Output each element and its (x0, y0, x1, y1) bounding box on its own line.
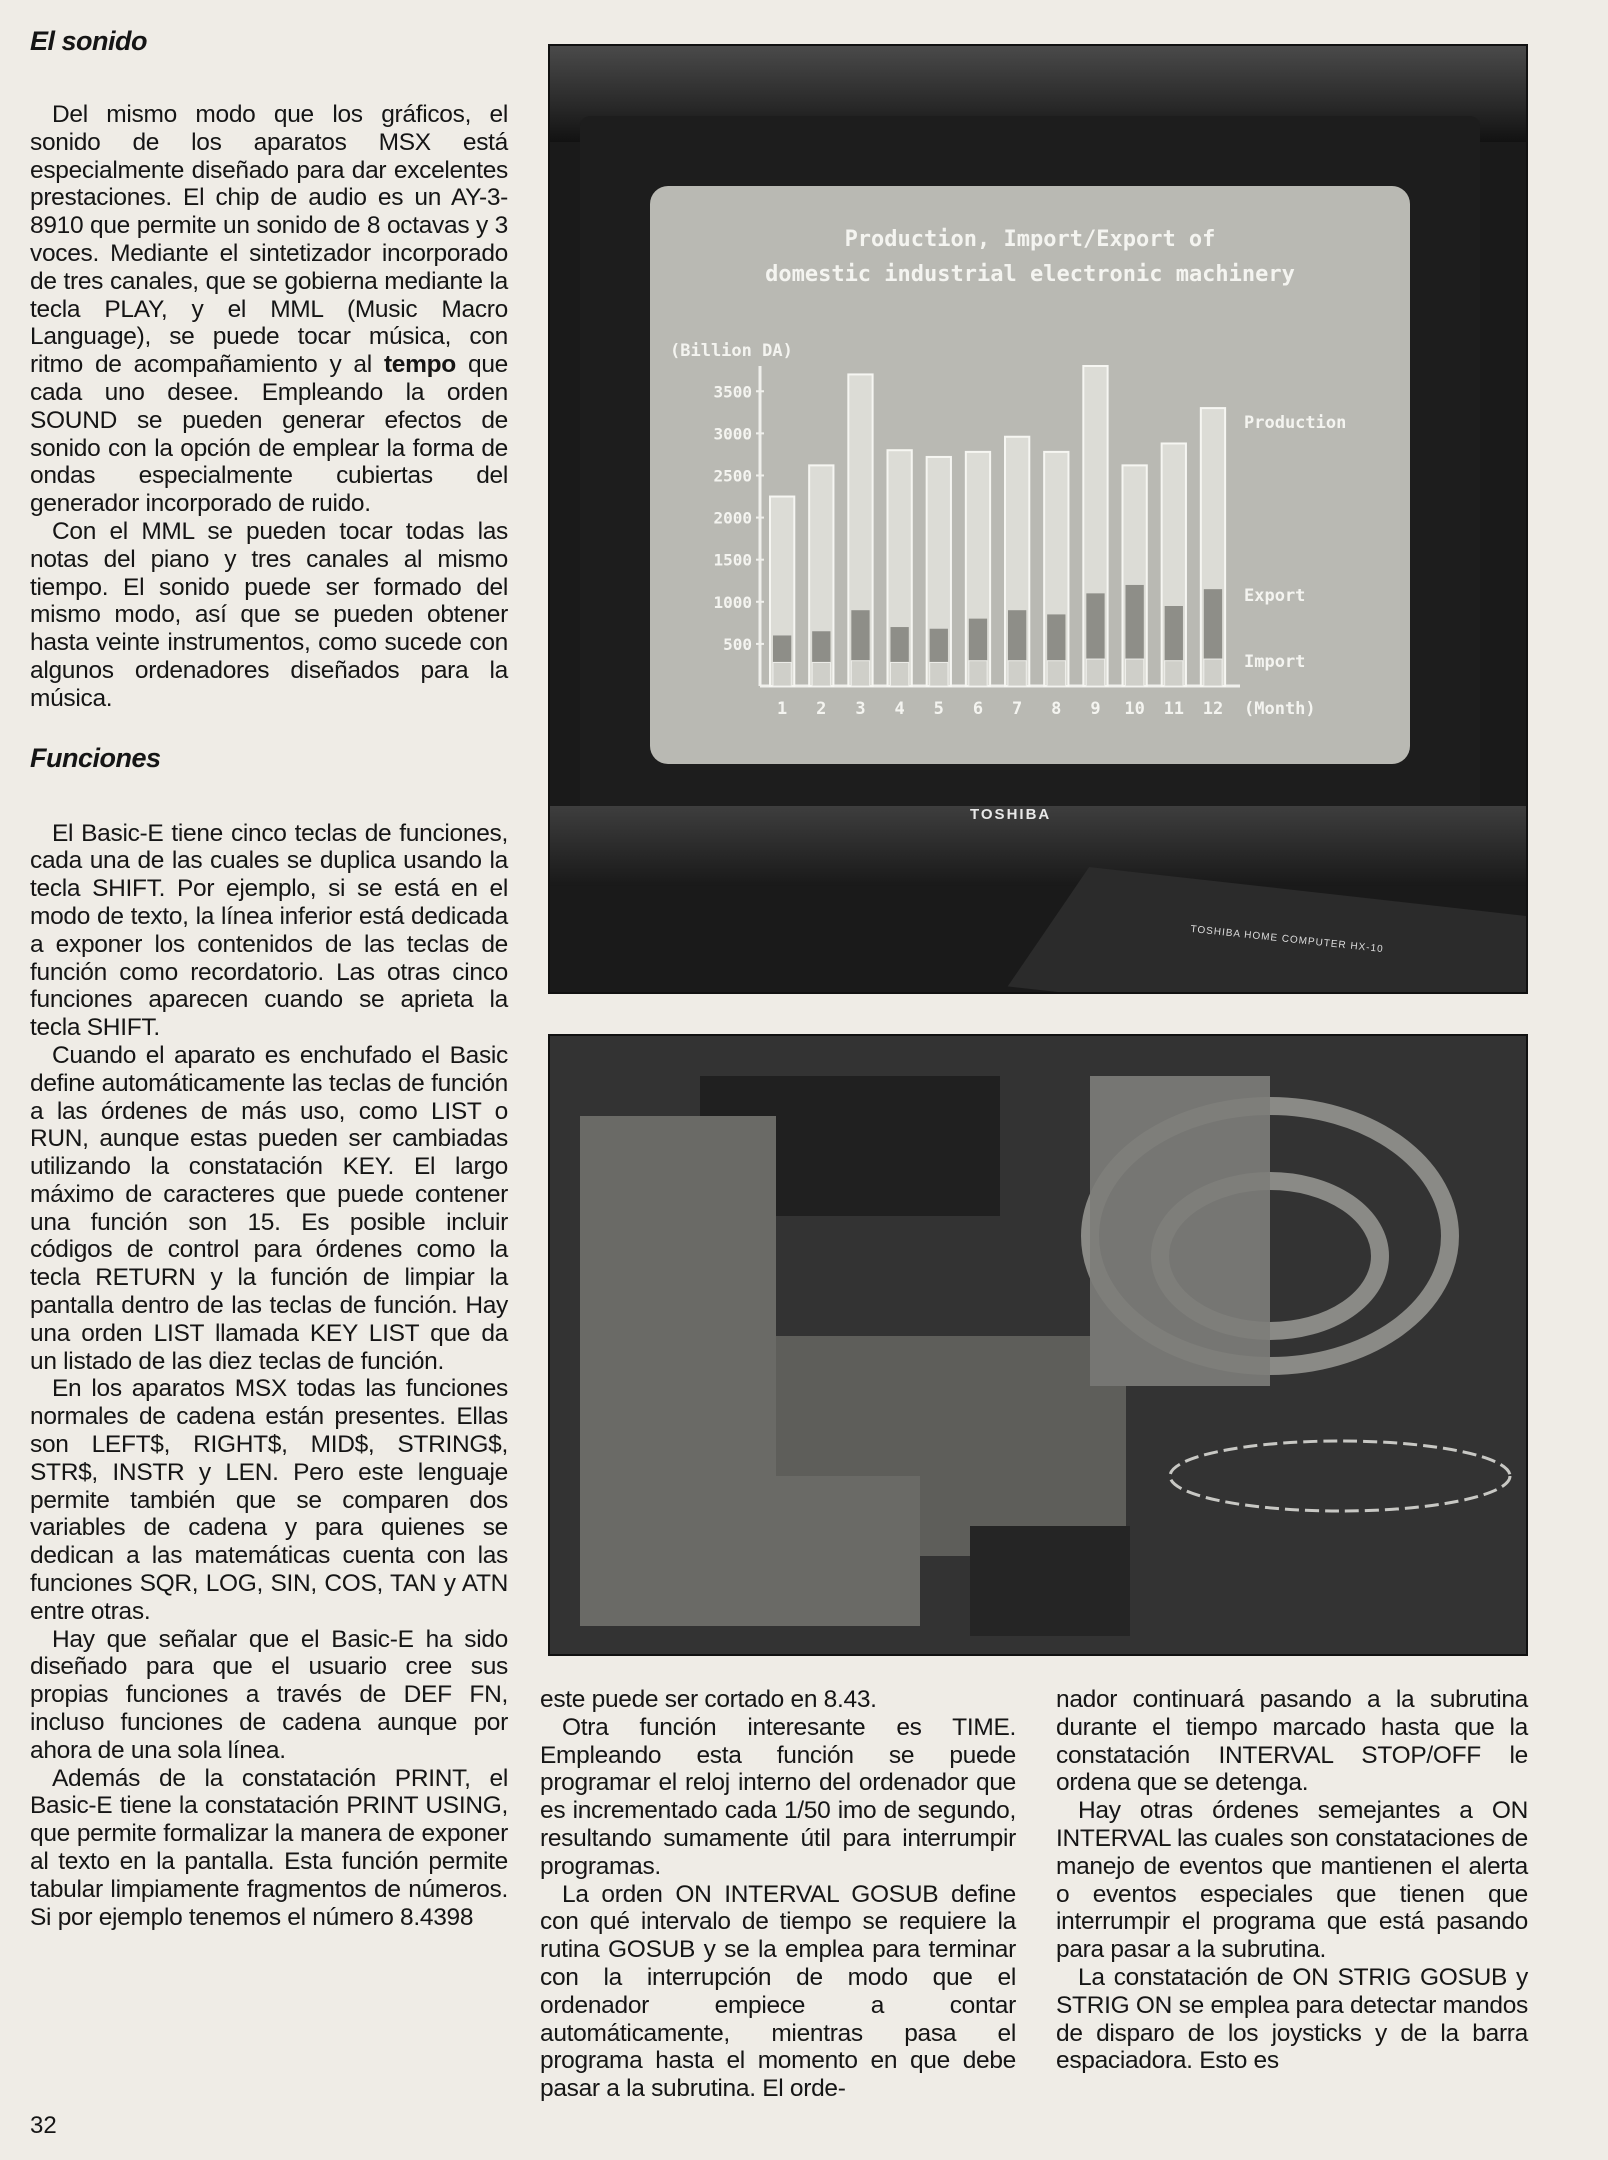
dark-square (970, 1526, 1130, 1636)
bar-import (1047, 661, 1065, 686)
paragraph: Cuando el aparato es enchufado el Basic define automáticamente las teclas de función a las órdenes de más uso, como LIST o RUN, aunque estas pueden ser cambiadas utilizando la constatación KEY. El largo máximo de caracteres que puede contener una función son 15. Es posible incluir códigos de control para órdenes como la tecla RETURN y la función de limpiar la pantalla dentro de las teclas de función. Hay una orden LIST llamada KEY LIST que da un listado de las diez teclas de función. (30, 1041, 508, 1375)
bar-import (1165, 661, 1183, 686)
bar-import (1086, 659, 1104, 686)
bar-import (969, 661, 987, 686)
paragraph: La orden ON INTERVAL GOSUB define con qué intervalo de tiempo se requiere la rutina GOSUB y se la emplea para terminar con la interrupción de modo que el ordenador empiece a contar automáticamente, mientras pasa el programa hasta el momento en que debe pasar a la subrutina. El orde- (540, 1880, 1016, 2103)
keyboard-label: TOSHIBA HOME COMPUTER HX-10 (1189, 923, 1385, 956)
y-tick-label: 1000 (713, 592, 752, 612)
left-column (30, 26, 508, 1931)
bar-import (1204, 659, 1222, 686)
x-tick-label: 10 (1124, 699, 1145, 719)
rectangle-overlay (1090, 1076, 1270, 1386)
y-tick-label: 3500 (713, 382, 752, 402)
x-tick-label: 4 (894, 699, 905, 719)
x-tick-label: 1 (777, 699, 788, 719)
y-tick-label: 2000 (713, 508, 752, 528)
y-tick-label: 2500 (713, 466, 752, 486)
paragraph: La constatación de ON STRIG GOSUB y STRIG ON se emplea para detectar mandos de disparo de los joysticks y de la barra espaciadora. Esto es (1056, 1963, 1528, 2075)
x-tick-label: 11 (1163, 699, 1185, 719)
graphics-screenshot (548, 1034, 1528, 1656)
paragraph: El Basic-E tiene cinco teclas de funciones, cada una de las cuales se duplica usando la tecla SHIFT. Por ejemplo, si se está en el modo de texto, la línea inferior está dedicada a exponer los contenidos de las teclas de función como recordatorio. Las otras cinco funciones aparecen cuando se aprieta la tecla SHIFT. (30, 819, 508, 1042)
monitor-photo (548, 44, 1528, 994)
chart-title-line2: domestic industrial electronic machinery (765, 262, 1295, 287)
paragraph-text: que cada uno desee. Empleando la orden SOUND se pueden generar efectos de sonido con la opción de emplear la forma de ondas especialmente cubiertas del generador incorporado de ruido. (30, 351, 508, 518)
gray-rectangle-bottom (700, 1476, 920, 1626)
y-tick-label: 1500 (713, 550, 752, 570)
bar-import (1126, 659, 1144, 686)
computer-keyboard (1008, 867, 1528, 994)
brand-label: TOSHIBA (970, 806, 1052, 823)
bar-import (930, 662, 948, 686)
section-heading-sound: El sonido (30, 26, 147, 56)
x-axis-label: (Month) (1244, 699, 1316, 719)
bar-import (851, 661, 869, 686)
x-tick-label: 3 (855, 699, 866, 719)
bar-chart (650, 186, 1410, 764)
x-tick-label: 9 (1090, 699, 1101, 719)
y-tick-label: 500 (723, 634, 752, 654)
right-column (1056, 1686, 1528, 2075)
paragraph: Además de la constatación PRINT, el Basic-E tiene la constatación PRINT USING, que permite formalizar la manera de exponer al texto en la pantalla. Esta función permite tabular limpiamente fragmentos de números. Si por ejemplo tenemos el número 8.4398 (30, 1764, 508, 1931)
paragraph (30, 101, 508, 518)
x-tick-label: 12 (1202, 699, 1224, 719)
y-axis-label: (Billion DA) (670, 341, 793, 361)
bar-import (773, 662, 791, 686)
page-number: 32 (30, 2112, 57, 2139)
x-tick-label: 7 (1012, 699, 1023, 719)
x-tick-label: 2 (816, 699, 827, 719)
paragraph: este puede ser cortado en 8.43. (540, 1686, 877, 1713)
x-tick-label: 8 (1051, 699, 1062, 719)
legend-label: Production (1244, 413, 1347, 434)
bar-import (1008, 661, 1026, 686)
paragraph: Hay que señalar que el Basic-E ha sido diseñado para que el usuario cree sus propias funciones a través de DEF FN, incluso funciones de cadena aunque por ahora de una sola línea. (30, 1625, 508, 1764)
paragraph-text: Del mismo modo que los gráficos, el sonido de los aparatos MSX está especialmente diseñado para dar excelentes prestaciones. El chip de audio es un AY-3-8910 que permite un sonido de 8 octavas y 3 voces. Mediante el sintetizador incorporado de tres canales, que se gobierna mediante la tecla PLAY, y el MML (Music Macro Language), se puede tocar música, con ritmo de acompañamiento y al (30, 101, 508, 379)
chart-title-line1: Production, Import/Export of (844, 227, 1216, 252)
bar-import (812, 662, 830, 686)
section-heading-functions: Funciones (30, 742, 161, 773)
paragraph: nador continuará pasando a la subrutina durante el tiempo marcado hasta que la constatación INTERVAL STOP/OFF le ordena que se detenga. (1056, 1686, 1528, 1797)
legend-label: Import (1244, 652, 1306, 673)
bar-import (891, 662, 909, 686)
paragraph: Otra función interesante es TIME. Empleando esta función se puede programar el reloj interno del ordenador que es incrementado cada 1/50 imo de segundo, resultando sumamente útil para interrumpir programas. (540, 1713, 1016, 1880)
monitor-screen (650, 186, 1410, 764)
paragraph: Hay otras órdenes semejantes a ON INTERVAL las cuales son constataciones de manejo de eventos que mantienen el alerta o eventos especiales que tienen que interrumpir el programa que está pasando para pasar a la subrutina. (1056, 1797, 1528, 1964)
paragraph: En los aparatos MSX todas las funciones normales de cadena están presentes. Ellas son LEFT$, RIGHT$, MID$, STRING$, STR$, INSTR y LEN. Pero este lenguaje permite también que se comparen dos variables de cadena y para quienes se dedican a las matemáticas cuenta con las funciones SQR, LOG, SIN, COS, TAN y ATN entre otras. (30, 1375, 508, 1625)
paragraph: Con el MML se pueden tocar todas las notas del piano y tres canales al mismo tiempo. El sonido puede ser formado del mismo modo, así que se pueden obtener hasta veinte instrumentos, como sucede con algunos ordenadores diseñados para la música. (30, 517, 508, 712)
legend-label: Export (1244, 586, 1306, 607)
middle-column (540, 1686, 1016, 2103)
emphasis-tempo: tempo (383, 351, 456, 379)
y-tick-label: 3000 (713, 424, 752, 444)
x-tick-label: 5 (933, 699, 944, 719)
x-tick-label: 6 (972, 699, 984, 719)
graphics-shapes (550, 1036, 1526, 1654)
